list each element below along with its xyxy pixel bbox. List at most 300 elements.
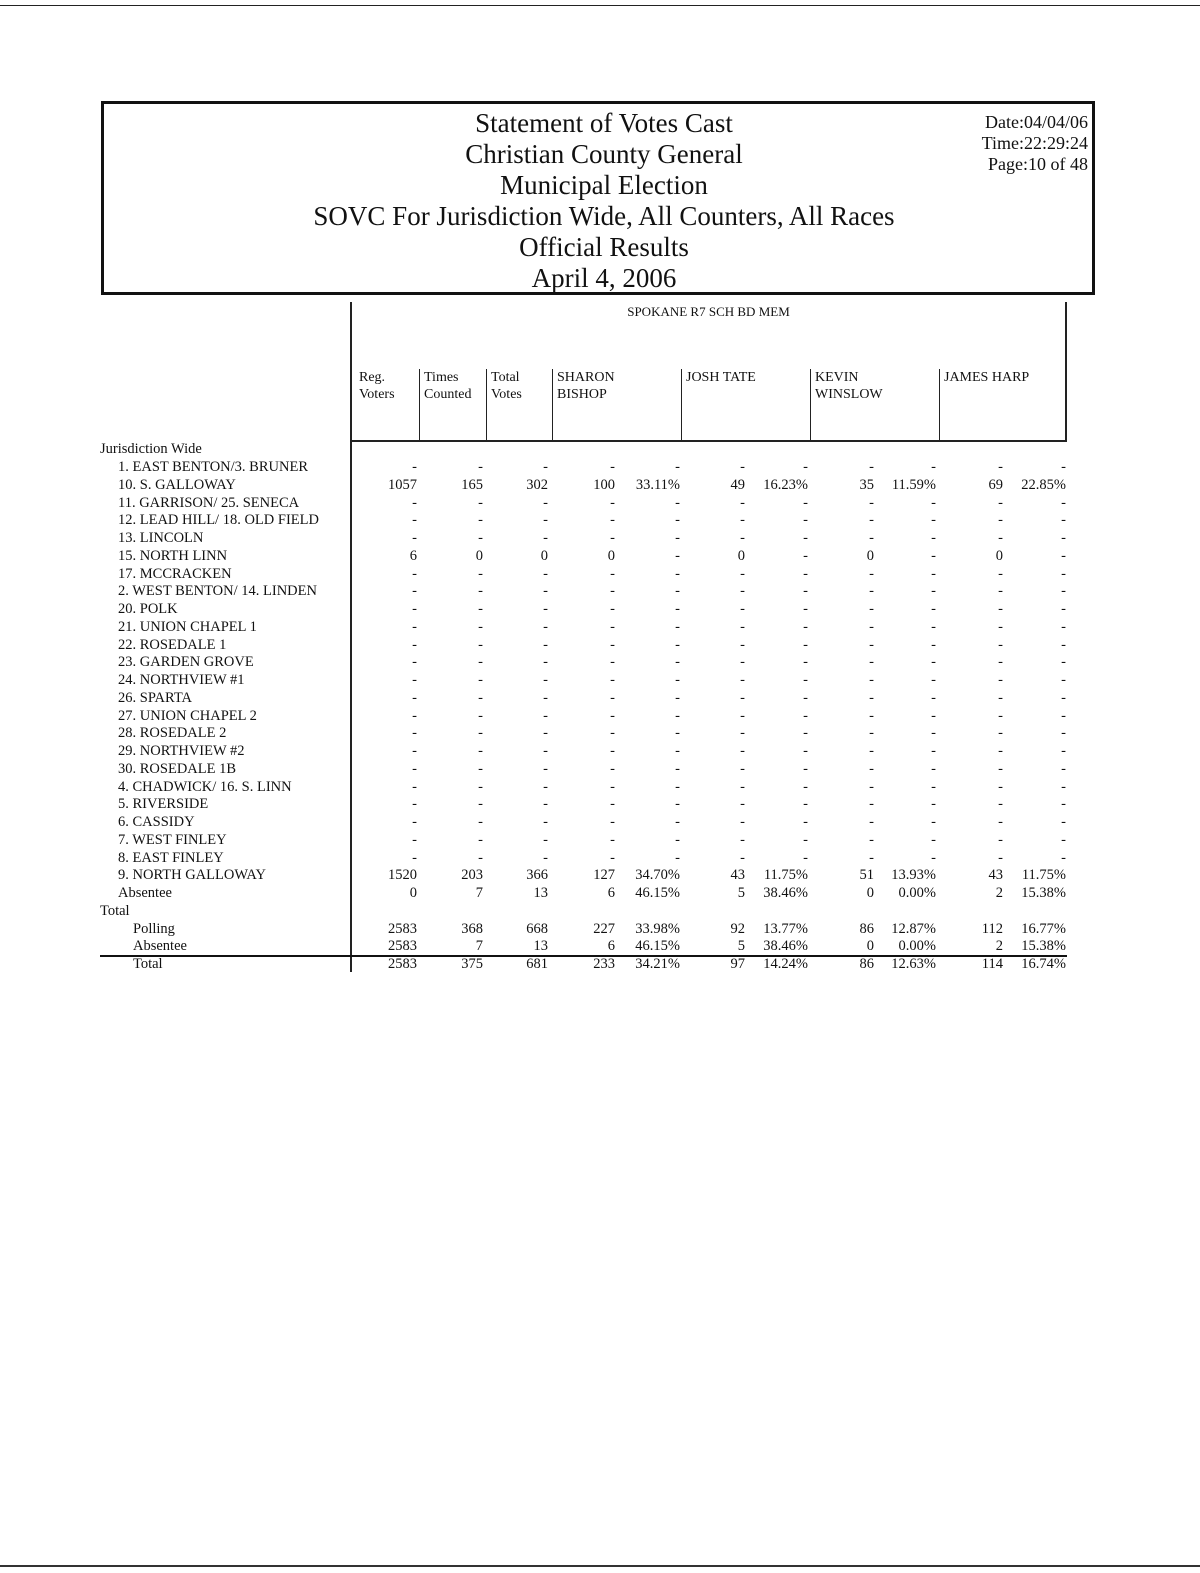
page-top-rule [0,5,1200,6]
table-row [100,529,1080,547]
row-cell: - [610,618,615,635]
title-line: SOVC For Jurisdiction Wide, All Counters, All Races [313,201,895,231]
row-cell: - [869,583,874,600]
table-row [100,724,1080,742]
row-cell: - [998,689,1003,706]
row-cell: - [478,636,483,653]
row-cell: - [869,530,874,546]
row-cell: - [998,512,1003,529]
table-row [100,582,1080,600]
table-row [100,742,1080,760]
row-cell: - [740,583,745,600]
row-cell: 7 [475,885,483,901]
row-cell: 2583 [388,920,417,937]
row-cell: - [610,672,615,688]
row-label: 5. RIVERSIDE [118,796,209,813]
race-header [350,302,1067,442]
row-cell: - [1061,707,1066,724]
row-cell: - [543,530,548,546]
row-cell: - [1061,831,1066,848]
row-cell: - [412,601,417,617]
row-cell: - [998,778,1003,795]
row-cell: - [998,831,1003,848]
row-cell: - [675,778,680,795]
row-cell: - [610,601,615,617]
row-cell: - [803,636,808,653]
row-cell: - [1061,654,1066,671]
row-cell: - [998,530,1003,546]
row-cell: 34.70% [635,867,680,884]
row-cell: - [610,725,615,742]
row-cell: 86 [859,920,874,937]
row-cell: 2583 [388,938,417,955]
row-cell: - [478,849,483,866]
row-cell: - [931,636,936,653]
row-cell: - [931,601,936,617]
row-cell: - [412,654,417,671]
col-kevin-winslow: KEVIN WINSLOW [810,369,939,441]
row-cell: - [740,654,745,671]
row-cell: 0 [540,547,548,564]
row-cell: - [610,530,615,546]
row-cell: 114 [981,956,1003,972]
row-cell: 13 [533,938,548,955]
row-cell: 22.85% [1021,476,1066,493]
table-row [100,902,1080,920]
row-cell: - [803,778,808,795]
row-cell: - [1061,689,1066,706]
row-cell: - [543,565,548,582]
row-cell: 15.38% [1021,938,1066,955]
row-cell: - [931,743,936,759]
row-cell: - [478,760,483,777]
row-cell: - [998,796,1003,813]
row-cell: - [803,583,808,600]
row-cell: 668 [526,920,548,937]
row-cell: - [931,512,936,529]
table-row [100,795,1080,813]
row-cell: - [740,601,745,617]
row-cell: - [931,725,936,742]
report-date: Date:04/04/06 [985,112,1088,132]
row-label: Absentee [133,938,187,955]
row-cell: - [478,565,483,582]
report-header [101,101,1095,295]
row-label: 21. UNION CHAPEL 1 [118,618,257,635]
row-cell: - [1061,547,1066,564]
row-cell: - [478,459,483,475]
row-cell: 165 [461,476,483,493]
row-cell: 13 [533,885,548,901]
report-title [104,108,1104,294]
row-cell: - [610,796,615,813]
row-cell: - [412,689,417,706]
row-label: 11. GARRISON/ 25. SENECA [118,494,300,511]
row-cell: - [478,831,483,848]
row-cell: - [1061,743,1066,759]
row-cell: - [412,672,417,688]
row-cell: - [412,760,417,777]
row-cell: 0.00% [898,885,936,901]
table-row [100,600,1080,618]
row-label: 6. CASSIDY [118,814,195,830]
row-cell: - [412,849,417,866]
table-row [100,920,1080,938]
row-cell: - [803,654,808,671]
row-cell: 16.77% [1021,920,1066,937]
row-cell: - [998,760,1003,777]
row-cell: - [869,672,874,688]
table-row [100,458,1080,476]
row-cell: - [1061,636,1066,653]
row-cell: 11.75% [1021,867,1066,884]
row-cell: - [412,565,417,582]
row-cell: - [998,814,1003,830]
title-line: Statement of Votes Cast [475,108,733,138]
title-line: Christian County General [465,139,743,169]
row-cell: - [675,601,680,617]
row-cell: 92 [730,920,745,937]
table-row [100,689,1080,707]
row-cell: - [543,760,548,777]
row-cell: - [478,583,483,600]
row-cell: - [803,814,808,830]
row-cell: 15.38% [1021,885,1066,901]
row-cell: - [412,530,417,546]
row-cell: - [543,512,548,529]
row-cell: 33.98% [635,920,680,937]
row-cell: - [998,459,1003,475]
row-cell: - [740,814,745,830]
row-cell: - [543,743,548,759]
table-row [100,707,1080,725]
table-row [100,955,1080,973]
row-cell: - [478,654,483,671]
row-cell: 12.87% [891,920,936,937]
row-cell: - [478,618,483,635]
row-cell: - [543,849,548,866]
row-cell: - [931,654,936,671]
row-cell: - [543,672,548,688]
row-cell: 5 [737,885,745,901]
table-row [100,884,1080,902]
row-cell: - [412,707,417,724]
table-row [100,565,1080,583]
row-label: Total [100,902,130,919]
row-cell: - [998,725,1003,742]
row-cell: - [740,565,745,582]
row-cell: - [1061,583,1066,600]
row-cell: 100 [593,476,615,493]
row-cell: - [412,725,417,742]
row-cell: - [869,565,874,582]
row-cell: - [803,743,808,759]
row-cell: 375 [461,956,483,972]
row-cell: - [740,707,745,724]
row-cell: - [869,796,874,813]
row-cell: - [869,814,874,830]
row-cell: - [803,565,808,582]
row-cell: - [478,689,483,706]
row-cell: - [610,512,615,529]
row-cell: 43 [730,867,745,884]
row-cell: - [869,849,874,866]
row-cell: - [740,760,745,777]
row-cell: 49 [730,476,745,493]
row-cell: - [412,494,417,511]
row-label: 26. SPARTA [118,689,192,706]
row-cell: - [610,831,615,848]
col-reg-voters: Reg. Voters [359,370,395,402]
page-bottom-rule [0,1565,1200,1567]
row-cell: 0 [866,885,874,901]
row-cell: - [803,547,808,564]
row-cell: 302 [526,476,548,493]
row-cell: - [478,743,483,759]
row-cell: - [543,796,548,813]
row-cell: - [543,618,548,635]
row-cell: - [740,725,745,742]
row-cell: 1520 [388,867,417,884]
row-cell: - [412,814,417,830]
row-cell: - [931,849,936,866]
row-cell: - [931,547,936,564]
row-cell: 6 [409,547,417,564]
row-cell: - [869,707,874,724]
row-cell: - [998,618,1003,635]
row-cell: - [998,494,1003,511]
row-cell: - [803,707,808,724]
row-cell: - [1061,601,1066,617]
row-cell: 14.24% [763,956,808,972]
row-cell: - [478,725,483,742]
row-label: 24. NORTHVIEW #1 [118,672,245,688]
row-cell: - [543,725,548,742]
row-cell: - [869,636,874,653]
row-cell: - [610,743,615,759]
row-cell: 35 [859,476,874,493]
row-cell: - [610,636,615,653]
row-label: 23. GARDEN GROVE [118,654,254,671]
row-cell: - [412,459,417,475]
row-cell: - [610,583,615,600]
row-label: 17. MCCRACKEN [118,565,232,582]
table-row [100,494,1080,512]
row-cell: - [675,672,680,688]
row-cell: - [675,760,680,777]
title-line: Municipal Election [500,170,708,200]
table-row [100,636,1080,654]
row-cell: - [803,725,808,742]
row-cell: - [998,565,1003,582]
row-cell: - [675,494,680,511]
row-cell: 43 [988,867,1003,884]
row-cell: - [543,689,548,706]
row-cell: - [1061,778,1066,795]
row-cell: - [478,512,483,529]
row-cell: - [740,672,745,688]
row-cell: 0 [737,547,745,564]
row-cell: 16.74% [1021,956,1066,972]
row-cell: - [931,814,936,830]
table-row [100,511,1080,529]
row-cell: - [610,459,615,475]
row-cell: 7 [475,938,483,955]
table-row [100,760,1080,778]
row-cell: - [478,707,483,724]
row-cell: 6 [607,938,615,955]
table-row [100,813,1080,831]
row-cell: - [610,689,615,706]
row-cell: - [610,565,615,582]
row-cell: - [931,618,936,635]
row-cell: - [803,618,808,635]
row-cell: - [1061,760,1066,777]
row-cell: 6 [607,885,615,901]
row-cell: - [1061,849,1066,866]
col-josh-tate: JOSH TATE [681,369,810,441]
row-label: 20. POLK [118,601,178,617]
row-cell: - [869,689,874,706]
row-cell: 86 [859,956,874,972]
table-row [100,653,1080,671]
row-cell: 203 [461,867,483,884]
row-cell: - [931,530,936,546]
row-cell: - [610,778,615,795]
row-cell: - [740,849,745,866]
row-cell: - [740,796,745,813]
row-cell: 97 [730,956,745,972]
row-cell: - [869,459,874,475]
row-cell: 366 [526,867,548,884]
row-cell: - [543,494,548,511]
total-rule [100,955,1067,957]
row-cell: 2583 [388,956,417,972]
row-cell: - [478,778,483,795]
row-cell: - [998,849,1003,866]
row-cell: - [740,778,745,795]
table-row [100,849,1080,867]
row-cell: - [675,583,680,600]
row-cell: - [869,778,874,795]
row-cell: - [1061,672,1066,688]
row-cell: - [1061,512,1066,529]
row-cell: 368 [461,920,483,937]
row-cell: - [675,512,680,529]
col-times-counted: Times Counted [419,369,486,441]
row-cell: - [931,459,936,475]
row-cell: - [543,831,548,848]
row-cell: 2 [995,885,1003,901]
row-cell: - [998,707,1003,724]
row-cell: - [412,512,417,529]
report-page: Page:10 of 48 [988,154,1088,174]
row-cell: - [740,494,745,511]
row-cell: 46.15% [635,938,680,955]
row-cell: - [869,760,874,777]
row-label: 2. WEST BENTON/ 14. LINDEN [118,583,317,600]
row-cell: - [869,725,874,742]
row-cell: - [675,707,680,724]
row-label: 4. CHADWICK/ 16. S. LINN [118,778,292,795]
row-cell: - [931,689,936,706]
row-cell: - [675,725,680,742]
row-label: Total [133,956,163,972]
race-title: SPOKANE R7 SCH BD MEM [627,304,790,319]
report-time: Time:22:29:24 [981,133,1088,153]
row-cell: - [803,494,808,511]
row-cell: - [931,831,936,848]
row-cell: - [869,654,874,671]
row-cell: 12.63% [891,956,936,972]
row-cell: - [1061,618,1066,635]
row-cell: - [931,707,936,724]
row-cell: - [412,583,417,600]
row-cell: - [610,494,615,511]
row-cell: - [675,814,680,830]
row-label: 9. NORTH GALLOWAY [118,867,267,884]
row-cell: - [803,459,808,475]
row-cell: - [869,601,874,617]
row-cell: 0 [866,938,874,955]
row-cell: - [1061,530,1066,546]
row-cell: - [931,494,936,511]
row-cell: - [869,743,874,759]
row-cell: - [675,459,680,475]
row-cell: - [803,512,808,529]
row-cell: 2 [995,938,1003,955]
row-cell: 5 [737,938,745,955]
row-label: 22. ROSEDALE 1 [118,636,227,653]
row-cell: 0 [607,547,615,564]
row-label: 27. UNION CHAPEL 2 [118,707,257,724]
row-cell: 13.93% [891,867,936,884]
row-cell: 51 [859,867,874,884]
row-cell: - [675,654,680,671]
row-cell: - [803,831,808,848]
row-cell: - [740,459,745,475]
row-cell: - [675,831,680,848]
table-row [100,937,1080,955]
row-cell: - [412,636,417,653]
row-label: 30. ROSEDALE 1B [118,760,237,777]
row-cell: - [543,601,548,617]
table-row [100,866,1080,884]
row-cell: 13.77% [763,920,808,937]
row-cell: - [803,672,808,688]
row-cell: - [740,618,745,635]
row-cell: 0 [995,547,1003,564]
row-cell: 16.23% [763,476,808,493]
table-row [100,547,1080,565]
row-cell: - [931,778,936,795]
col-james-harp: JAMES HARP [939,369,1067,441]
row-label: 8. EAST FINLEY [118,849,224,866]
row-cell: - [610,760,615,777]
row-cell: - [803,530,808,546]
row-cell: - [931,760,936,777]
row-cell: - [675,636,680,653]
row-cell: 681 [526,956,548,972]
row-cell: - [998,743,1003,759]
row-cell: 233 [593,956,615,972]
row-cell: - [740,831,745,848]
row-cell: - [543,636,548,653]
row-cell: - [740,636,745,653]
row-cell: - [543,583,548,600]
row-cell: - [675,796,680,813]
row-cell: - [869,512,874,529]
